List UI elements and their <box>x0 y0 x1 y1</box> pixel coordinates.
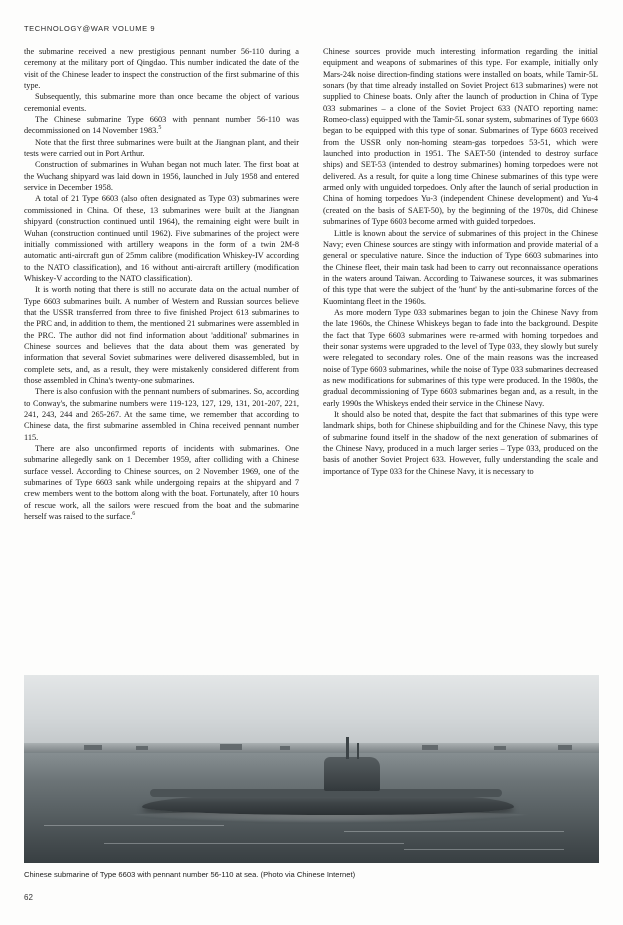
paragraph: Subsequently, this submarine more than once became the object of various ceremonial events. <box>24 92 299 113</box>
page-number: 62 <box>24 893 33 902</box>
paragraph-text: There are also unconfirmed reports of incidents with submarines. One submarine allegedly sank on 1 December 1959, after colliding with a Chinese surface vessel. According to Chinese sources, on 2 November 1969, one of the submarines of Type 6603 sank while undergoing repairs at the shipyard and 7 crew members went to the bottom along with the boat. Fortunately, after 10 hours of rescue work, all the sailors were rescued from the boat and the submarine herself was raised to the surface. <box>24 444 299 522</box>
paragraph <box>24 386 299 443</box>
distant-vessel <box>220 744 242 750</box>
submarine-conning-tower <box>324 757 380 791</box>
sea-wave <box>104 843 404 844</box>
distant-vessel <box>494 746 506 750</box>
figure <box>24 675 599 880</box>
paragraph: A total of 21 Type 6603 (also often designated as Type 03) submarines were commissioned in China. Of these, 13 submarines were built at the Jiangnan shipyard (construction continued until 1964), the remaining eight were built in Wuhan (construction continued until 1962). Five submarines of the project were initially commissioned with artillery weapons in the form of a twin 2M-8 automatic anti-aircraft gun of 25mm calibre (modification Whiskey-IV according to the NATO classification), and 16 without anti-aircraft artillery (modification Whiskey-V according to the NATO classification). <box>24 194 299 283</box>
paragraph: the submarine received a new prestigious pennant number 56-110 during a ceremony at the military port of Qingdao. This number indicated the date of the visit of the Chinese leader to inspect the construction of the first submarine of this type. <box>24 47 299 91</box>
sea-wave <box>44 825 224 826</box>
distant-vessel <box>280 746 290 750</box>
distant-vessel <box>422 745 438 750</box>
running-head: TECHNOLOGY@WAR VOLUME 9 <box>24 24 156 33</box>
figure-caption: Chinese submarine of Type 6603 with pennant number 56-110 at sea. (Photo via Chinese Internet) <box>24 870 356 879</box>
body-columns <box>24 46 599 522</box>
paragraph: It is worth noting that there is still no accurate data on the actual number of Type 6603 submarines built. A number of Western and Russian sources believe that the USSR transferred from three to five finished Project 613 submarines to the PRC and, in addition to them, the mentioned 21 submarines were assembled in the PRC. The author did not find information about 'additional' submarines in Chinese sources and believes that the data about them was generated by information that several Soviet submarines were delivered disassembled, but in complete sets, and, as a result, they were mistakenly considered different from those assembled in China's twenty-one submarines. <box>24 285 299 385</box>
sea-wave <box>344 831 564 832</box>
distant-vessel <box>136 746 148 750</box>
paragraph: As more modern Type 033 submarines began to join the Chinese Navy from the late 1960s, the Chinese Whiskeys began to fade into the background. Despite the fact that Type 6603 submarines were re-armed with homing torpedoes and their sonar systems were upgraded to the level of Type 033, they slowly but surely were relegated to secondary roles. One of the main reasons was the increased noise of Type 6603 submarines, while the noise of Type 033 submarines decreased as new modifications for submarines of this type were produced. In the 1980s, the gradual decommissioning of Type 6603 submarines began and, as a result, in the early 1990s the Whiskeys ended their service in the Chinese Navy. <box>323 307 598 408</box>
paragraph: Construction of submarines in Wuhan began not much later. The first boat at the Wuchang shipyard was laid down in 1956, launched in July 1958 and entered service in December 1958. <box>24 160 299 193</box>
paragraph-text: The Chinese submarine Type 6603 with pennant number 56-110 was decommissioned on 14 November 1983. <box>24 115 299 136</box>
distant-vessel <box>558 745 572 750</box>
paragraph <box>323 46 598 228</box>
photo-sky <box>24 675 599 753</box>
paragraph: Little is known about the service of submarines of this project in the Chinese Navy; even Chinese sources are stingy with information and provide material of a general or speculative nature. Since the induction of Type 6603 submarines into the Chinese fleet, their main task had been to carry out reconnaissance operations in the waters around Taiwan. According to Taiwanese sources, it was submarines of this type that were the subject of the 'hunt' by the anti-submarine forces of the Kuomintang fleet in the 1960s. <box>323 228 598 306</box>
footnote-marker: 6 <box>132 511 136 518</box>
paragraph-text: There is also confusion with the pennant numbers of submarines. So, according to Conway's, the submarine numbers were 119-123, 127, 129, 131, 201-207, 221, 241, 243, 244 and 265-267. At the same time, we remember that according to Chinese data, the first submarine assembled in China received pennant number 115. <box>24 387 299 442</box>
submarine-antenna-mast <box>357 743 359 759</box>
footnote-marker: 5 <box>158 125 162 132</box>
right-column <box>323 46 598 522</box>
left-column <box>24 46 299 522</box>
distant-vessel <box>84 745 102 750</box>
paragraph: Note that the first three submarines were built at the Jiangnan plant, and their tests were carried out in Port Arthur. <box>24 137 299 159</box>
sea-wave <box>404 849 564 850</box>
submarine-periscope-mast <box>346 737 349 759</box>
paragraph <box>24 114 299 137</box>
submarine-photograph <box>24 675 599 863</box>
paragraph <box>24 443 299 522</box>
paragraph: It should also be noted that, despite the fact that submarines of this type were landmark ships, both for Chinese shipbuilding and for the Chinese Navy, this type of submarine found itself in the shadow of the next generation of submarines of the Chinese Navy, produced in a much larger series – Type 033, produced on the basis of another Soviet Project 633. However, fully understanding the scale and importance of Type 033 for the Chinese Navy, it is necessary to <box>323 410 598 476</box>
paragraph-text: Chinese sources provide much interesting information regarding the initial equipment and weapons of submarines of this type. For example, initially only Mars-24k noise direction-finding stations were installed on boats, while Tamir-5L sonars (by that time already installed on Soviet Project 613 submarines) were not supplied to Chinese boats. Only after the launch of production in China of Type 033 submarines – a clone of the Soviet Project 633 (NATO reporting name: Romeo-class) equipped with the Tamir-5L sonar system, submarines of Type 6603 began to be equipped with this type of sonar. Submarines of Type 6603 received from the USSR only non-homing steam-gas torpedoes 53-51, which were launched into production in 1951. The SAET-50 (intended to destroy surface ships) and SET-53 (intended to destroy submarines) homing torpedoes were not delivered. As a result, for quite a long time Chinese submarines of this type were armed only with unguided torpedoes. Only after the launch of serial production in China of homing torpedoes Yu-3 (independent Chinese development) and Yu-4 (created on the basis of SAET-50), by the beginning of the 1970s, did Chinese submarines of Type 6603 become armed with guided torpedoes. <box>323 47 598 227</box>
